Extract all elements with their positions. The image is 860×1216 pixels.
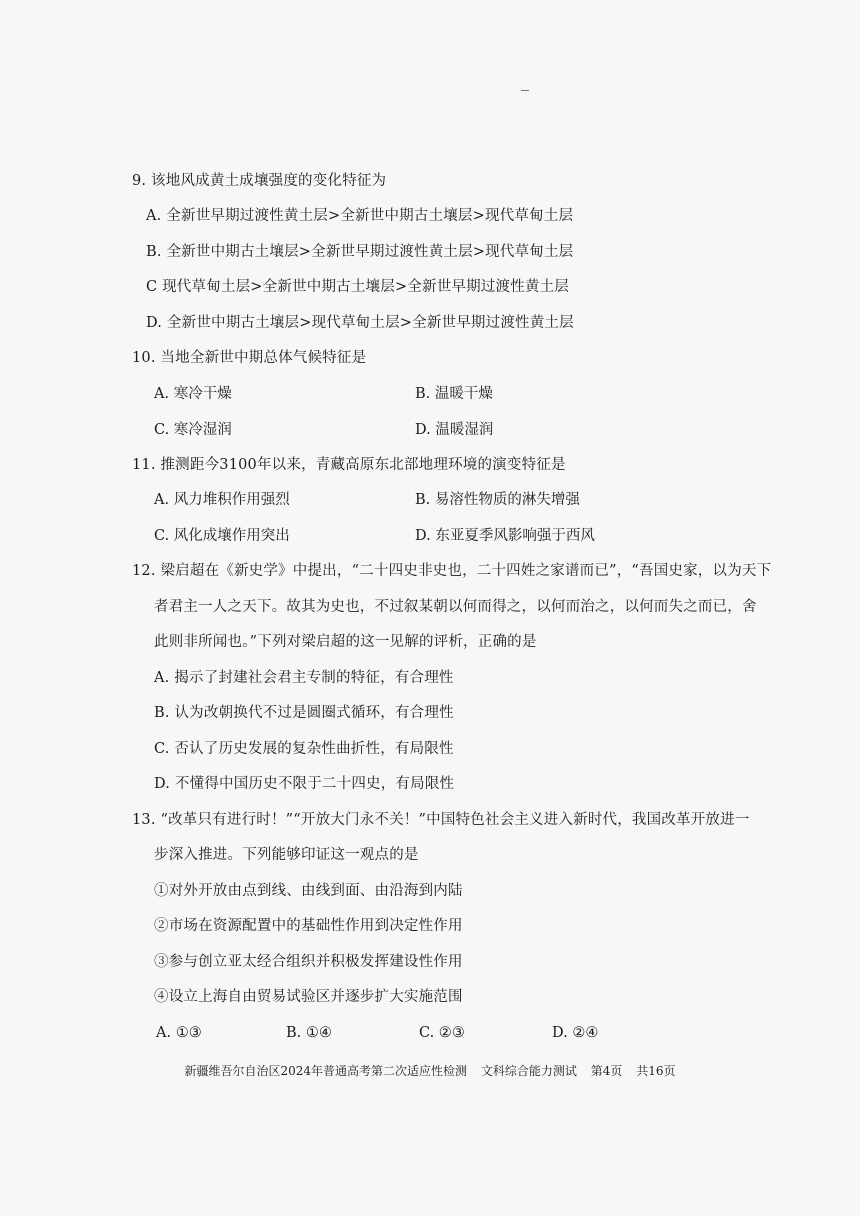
option-d: D. 东亚夏季风影响强于西风 (415, 528, 595, 544)
question-stem: 9. 该地风成黄土成壤强度的变化特征为 (132, 173, 387, 189)
option-d: D. ②④ (552, 1025, 599, 1041)
option-d: D. 温暖湿润 (415, 422, 494, 438)
option-b: B. 认为改朝换代不过是圆圈式循环，有合理性 (154, 705, 454, 721)
question-stem-line-1: 12. 梁启超在《新史学》中提出，“二十四史非史也，二十四姓之家谱而已”，“吾国史家，以为天下 (132, 563, 772, 579)
option-d: D. 不懂得中国历史不限于二十四史，有局限性 (154, 776, 455, 792)
footer-total-pages: 共16页 (636, 1064, 676, 1078)
scan-mark (521, 90, 529, 91)
option-a: A. 全新世早期过渡性黄土层>全新世中期古土壤层>现代草甸土层 (146, 208, 574, 224)
option-c: C. 否认了历史发展的复杂性曲折性，有局限性 (154, 741, 454, 757)
option-b: B. 全新世中期古土壤层>全新世早期过渡性黄土层>现代草甸土层 (146, 244, 574, 260)
statement-2: ②市场在资源配置中的基础性作用到决定性作用 (154, 918, 463, 934)
option-b: B. 易溶性物质的淋失增强 (415, 492, 580, 508)
option-a: A. 风力堆积作用强烈 (154, 492, 290, 508)
question-stem-line-1: 13. “改革只有进行时！”“开放大门永不关！”中国特色社会主义进入新时代，我国改革开放进一 (132, 812, 750, 828)
statement-1: ①对外开放由点到线、由线到面、由沿海到内陆 (154, 883, 463, 899)
footer-page-number: 第4页 (590, 1064, 623, 1078)
option-a: A. ①③ (156, 1025, 202, 1041)
option-c: C 现代草甸土层>全新世中期古土壤层>全新世早期过渡性黄土层 (146, 279, 569, 295)
footer-exam-name: 新疆维吾尔自治区2024年普通高考第二次适应性检测 (184, 1064, 468, 1078)
question-stem-line-3: 此则非所闻也。”下列对梁启超的这一见解的评析，正确的是 (154, 634, 537, 650)
statement-4: ④设立上海自由贸易试验区并逐步扩大实施范围 (154, 989, 463, 1005)
question-stem: 11. 推测距今3100年以来，青藏高原东北部地理环境的演变特征是 (132, 457, 566, 473)
option-b: B. ①④ (286, 1025, 332, 1041)
question-stem-line-2: 者君主一人之天下。故其为史也，不过叙某朝以何而得之，以何而治之，以何而失之而已，舍 (154, 599, 757, 615)
option-d: D. 全新世中期古土壤层>现代草甸土层>全新世早期过渡性黄土层 (146, 315, 574, 331)
option-b: B. 温暖干燥 (415, 386, 493, 402)
question-stem-line-2: 步深入推进。下列能够印证这一观点的是 (154, 847, 419, 863)
option-c: C. 寒冷湿润 (154, 422, 232, 438)
footer-subject: 文科综合能力测试 (480, 1064, 577, 1078)
option-a: A. 寒冷干燥 (154, 386, 232, 402)
statement-3: ③参与创立亚太经合组织并积极发挥建设性作用 (154, 954, 463, 970)
question-stem: 10. 当地全新世中期总体气候特征是 (132, 350, 367, 366)
option-c: C. ②③ (419, 1025, 465, 1041)
page-footer (0, 1063, 860, 1079)
option-c: C. 风化成壤作用突出 (154, 528, 290, 544)
option-a: A. 揭示了封建社会君主专制的特征，有合理性 (154, 670, 454, 686)
